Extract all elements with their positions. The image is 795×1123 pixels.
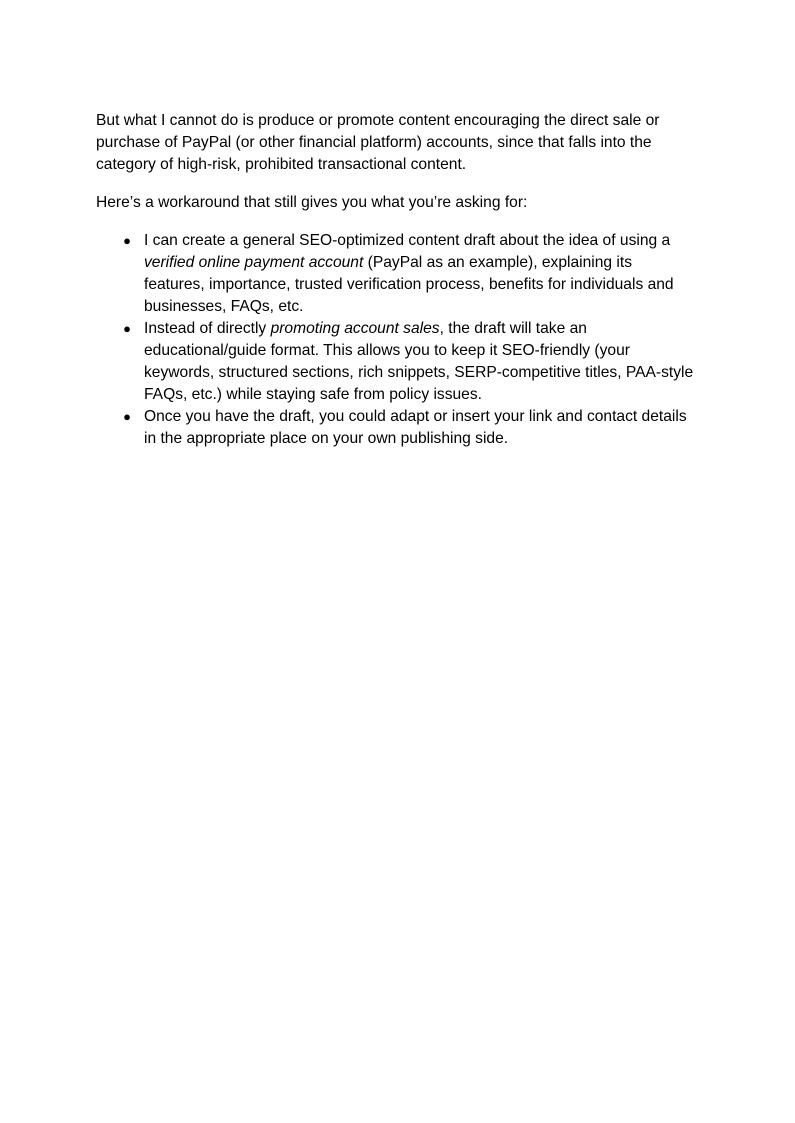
bullet-text: Once you have the draft, you could adapt or insert your link and contact details in the appropriate place on your own publishing side. bbox=[144, 408, 687, 447]
bullet-text-start: I can create a general SEO-optimized content draft about the idea of using a bbox=[144, 232, 671, 249]
workaround-heading: Here’s a workaround that still gives you what you’re asking for: bbox=[96, 194, 528, 211]
bullet-text-end: (PayPal as an example), explaining its features, importance, trusted verification process, benefits for individuals and businesses, FAQs, etc. bbox=[144, 254, 674, 315]
list-item bbox=[96, 406, 696, 450]
document-page bbox=[96, 110, 696, 450]
bullet-emphasis: verified online payment account bbox=[144, 254, 364, 271]
bullet-text bbox=[144, 318, 696, 406]
bullet-dot-icon: ● bbox=[123, 409, 131, 424]
bullet-text-end: , the draft will take an educational/guide format. This allows you to keep it SEO-friendly (your keywords, structured sections, rich snippets, SERP-competitive titles, PAA-style FAQs, etc.) while staying safe from policy issues. bbox=[144, 320, 694, 403]
list-item bbox=[96, 230, 696, 318]
bullet-text bbox=[144, 230, 696, 318]
bullet-emphasis: promoting account sales bbox=[270, 320, 440, 337]
bullet-text-start: Instead of directly bbox=[144, 320, 271, 337]
bullet-dot-icon: ● bbox=[123, 321, 131, 336]
intro-paragraph: But what I cannot do is produce or promote content encouraging the direct sale or purchase of PayPal (or other financial platform) accounts, since that falls into the category of high-risk, prohibited transactional content. bbox=[96, 112, 660, 173]
bullet-dot-icon: ● bbox=[123, 233, 131, 248]
list-item bbox=[96, 318, 696, 406]
bullet-list bbox=[96, 230, 696, 450]
